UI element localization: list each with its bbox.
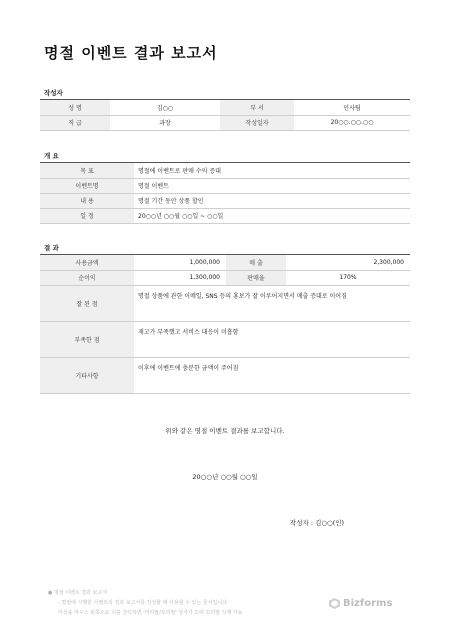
- date-value: 20○○.○○.○○: [294, 115, 410, 130]
- name-label: 성 명: [40, 100, 110, 115]
- sales-label: 매 출: [226, 255, 286, 270]
- bizforms-logo-icon: [329, 598, 340, 609]
- report-date: 20○○년 ○○월 ○○일: [192, 473, 258, 481]
- brand-name: Bizforms: [343, 598, 393, 609]
- document-title: 명절 이벤트 결과 보고서: [44, 44, 218, 62]
- result-table: [40, 255, 410, 394]
- name-value: 김○○: [110, 100, 220, 115]
- footer-title: ● 명절 이벤트 결과 보고서: [48, 590, 108, 596]
- other-notes-label: 기타사항: [40, 357, 134, 393]
- goal-label: 목 표: [40, 163, 134, 178]
- report-statement: 위와 같은 명절 이벤트 결과를 보고합니다.: [165, 427, 285, 435]
- spent-value: 1,000,000: [134, 255, 226, 270]
- table-row: [40, 163, 410, 178]
- goal-value: 명절에 이벤트로 판매 수익 증대: [134, 163, 410, 178]
- table-row: [40, 193, 410, 208]
- sell-rate-label: 판매율: [226, 270, 286, 285]
- table-row: [40, 357, 410, 393]
- sales-value: 2,300,000: [286, 255, 410, 270]
- rank-label: 직 급: [40, 115, 110, 130]
- table-row: [40, 255, 410, 270]
- brand-logo: [329, 598, 392, 609]
- footer-description: - 명절에 시행한 이벤트의 결과 보고서를 작성할 때 사용할 수 있는 문서입니다.: [58, 600, 229, 606]
- content-value: 명절 기간 동안 상품 할인: [134, 193, 410, 208]
- other-notes-value: 이후에 이벤트에 충분한 금액이 주어짐: [134, 357, 410, 393]
- overview-section-label: 개 요: [44, 152, 59, 160]
- department-value: 인사팀: [294, 100, 410, 115]
- good-points-label: 잘 된 점: [40, 285, 134, 321]
- bullet-icon: ●: [48, 590, 53, 596]
- result-section-label: 결 과: [44, 244, 59, 252]
- table-row: [40, 178, 410, 193]
- shortcomings-label: 부족한 점: [40, 321, 134, 357]
- table-row: [40, 285, 410, 321]
- sell-rate-value: 170%: [286, 270, 410, 285]
- schedule-value: 20○○년 ○○월 ○○일 ~ ○○일: [134, 208, 410, 223]
- table-row: [40, 115, 410, 130]
- spent-label: 사용금액: [40, 255, 134, 270]
- event-name-value: 명절 이벤트: [134, 178, 410, 193]
- department-label: 부 서: [220, 100, 294, 115]
- rank-value: 과장: [110, 115, 220, 130]
- event-name-label: 이벤트명: [40, 178, 134, 193]
- content-label: 내 용: [40, 193, 134, 208]
- table-row: [40, 321, 410, 357]
- overview-table: [40, 163, 410, 224]
- footer-instruction: 이상을 마우스 왼쪽으로 더블 클릭하면 '머리말/꼬리말' 상자가 뜨며 꼬리말 삭제 가능: [58, 610, 243, 616]
- good-points-value: 명절 상품에 관한 이메일, SNS 등의 홍보가 잘 이루어지면서 매출 증대로 이어짐: [134, 285, 410, 321]
- date-label: 작성일자: [220, 115, 294, 130]
- table-row: [40, 100, 410, 115]
- shortcomings-value: 재고가 부족했고 서비스 대응이 미흡함: [134, 321, 410, 357]
- table-row: [40, 270, 410, 285]
- table-row: [40, 208, 410, 223]
- net-profit-value: 1,300,000: [134, 270, 226, 285]
- author-section-label: 작성자: [44, 89, 63, 97]
- signature-line: 작성자 : 김○○(인): [289, 519, 345, 527]
- author-table: [40, 100, 410, 131]
- net-profit-label: 순이익: [40, 270, 134, 285]
- schedule-label: 일 정: [40, 208, 134, 223]
